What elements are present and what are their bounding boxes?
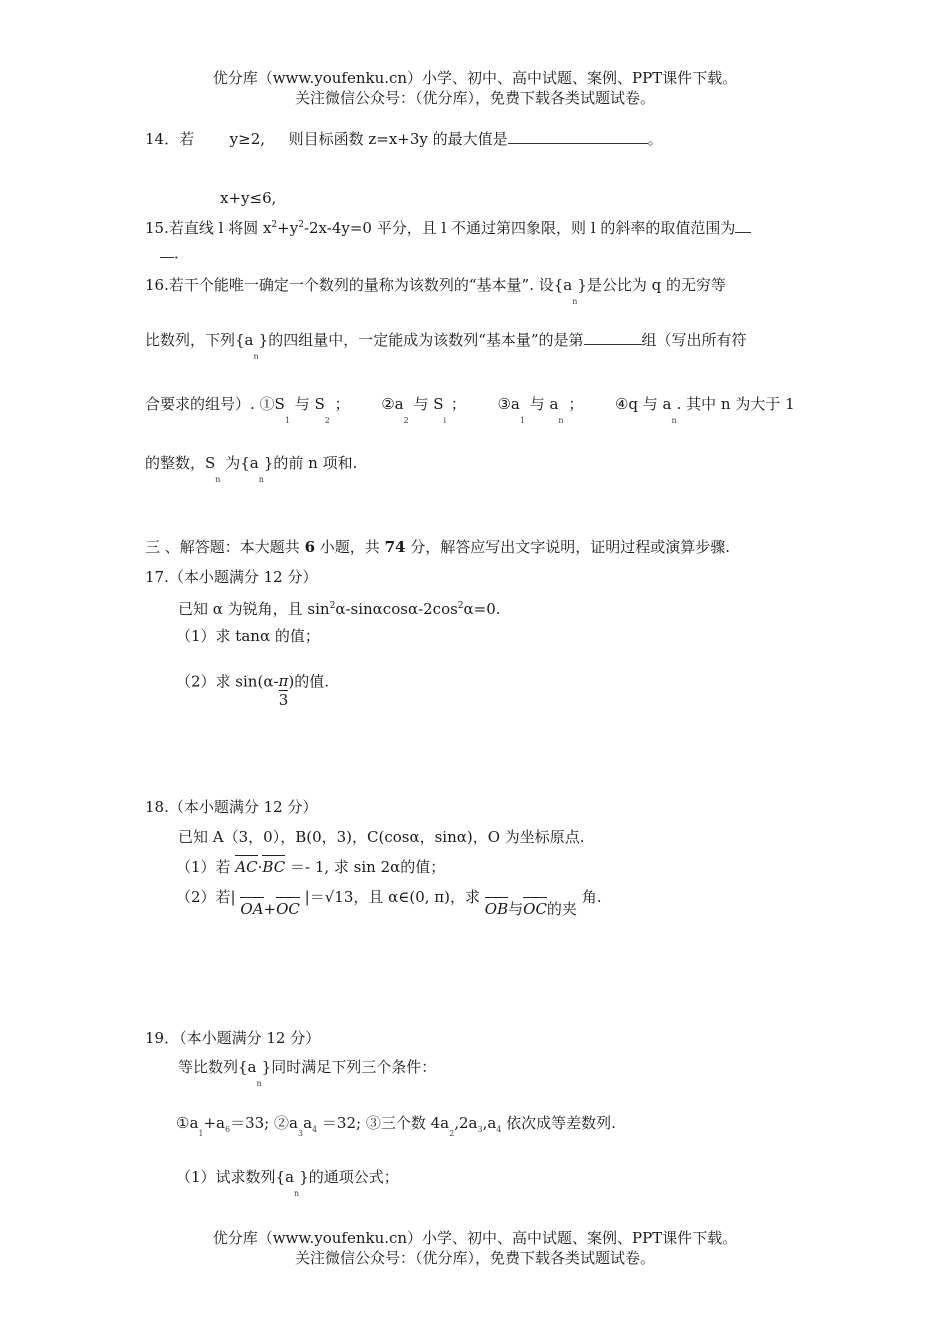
q16-line3-b: 与 S [294, 395, 325, 413]
q16-line3-f: ； [450, 395, 466, 413]
q18-part1-a: （1）若 [176, 858, 231, 876]
q18-part-1 [176, 856, 445, 878]
page-footer-line2: 关注微信公众号：（优分库），免费下载各类试题试卷。 [294, 1249, 655, 1267]
q19-part-1 [176, 1166, 399, 1198]
q16-line3-c: ； [334, 395, 350, 413]
q19-c3-c: ,a [482, 1114, 497, 1132]
q14-answer-blank [508, 128, 648, 144]
section3-title-c: 分，解答应写出文字说明，证明过程或演算步骤. [410, 538, 731, 556]
q16-line3-e: 与 S [413, 395, 444, 413]
q16-line-1 [145, 274, 727, 306]
q19-sub: 3 [297, 1129, 304, 1138]
q16-answer-blank [584, 329, 642, 345]
q15-text-a: 15.若直线 l 将圆 x [145, 219, 272, 237]
q14-condition-2: x+y≤6, [220, 189, 277, 207]
q15-text-b: +y [277, 219, 299, 237]
q17-fraction [279, 672, 289, 709]
q19-sub: 2 [449, 1129, 455, 1138]
q19-sub: 1 [198, 1129, 204, 1138]
q16-line3-j: ④q 与 a [614, 395, 672, 413]
q19-heading: 19．（本小题满分 12 分） [145, 1029, 321, 1047]
q16-line3-a: 合要求的组号）. ①S [145, 395, 285, 413]
q16-line1-b: }是公比为 q 的无穷等 [577, 276, 727, 294]
q15-tail: ． [174, 244, 190, 262]
section3-title-b: 小题，共 [319, 538, 380, 556]
q15-text-c: -2x-4y=0 平分，且 l 不通过第四象限，则 l 的斜率的取值范围为 [303, 219, 736, 237]
q14-condition-1: y≥2, [229, 130, 266, 148]
q17-part-1: （1）求 tanα 的值； [176, 627, 320, 645]
q15-continuation [160, 242, 189, 264]
q16-sub: n [558, 416, 564, 425]
q19-conditions [176, 1112, 616, 1137]
q19-sub: n [294, 1189, 300, 1198]
q19-sub: 4 [312, 1125, 318, 1134]
question-14 [145, 128, 663, 150]
vector-oc-2: OC [523, 900, 547, 918]
q16-line3-g: ③a [497, 395, 520, 413]
q19-given-b: }同时满足下列三个条件： [261, 1058, 437, 1076]
q19-c1-a: ①a [176, 1114, 199, 1132]
q18-part-2 [176, 886, 602, 918]
q17-given-a: 已知 α 为锐角，且 sin [178, 600, 330, 618]
q16-line-4 [145, 452, 358, 484]
q19-sub: 4 [496, 1125, 502, 1134]
q19-c1-c: ＝33; [230, 1114, 270, 1132]
q16-line3-i: ； [568, 395, 584, 413]
q16-sub: n [671, 416, 677, 425]
q19-c2-a: ②a [274, 1114, 298, 1132]
q19-c3-b: ,2a [454, 1114, 478, 1132]
q19-c2-c: ＝32; [321, 1114, 362, 1132]
vector-bc: BC [262, 858, 286, 876]
q16-line2-b: }的四组量中，一定能成为该数列“基本量”的是第 [258, 331, 584, 349]
vector-oa: OA [240, 900, 264, 918]
q16-sub: 1 [284, 416, 290, 425]
q16-line3-h: 与 a [529, 395, 559, 413]
q18-part2-a: （2）若| [176, 888, 236, 906]
q17-part2-a: （2）求 sin(α- [176, 672, 279, 691]
q19-part1-b: }的通项公式； [299, 1168, 399, 1186]
vector-ac: AC [235, 858, 258, 876]
q16-sub: n [215, 475, 221, 484]
q16-sub: n [258, 475, 264, 484]
q17-frac-num: π [278, 672, 289, 690]
q18-part2-c: 与 [508, 900, 524, 918]
section3-count: 6 [304, 538, 315, 556]
q17-part-2 [176, 664, 330, 709]
q15-answer-blank-2 [160, 242, 174, 258]
q15-sup-1: 2 [271, 220, 278, 230]
q18-part1-b: ＝- 1, 求 sin 2α的值； [289, 858, 446, 876]
dot-operator: · [257, 858, 263, 876]
q19-sub: 6 [225, 1125, 231, 1134]
q16-line4-b: 为{a [225, 454, 259, 472]
q19-given-a: 等比数列{a [178, 1058, 257, 1076]
q16-line2-c: 组（写出所有符 [641, 331, 747, 349]
plus-operator: + [263, 900, 277, 918]
q17-given [178, 595, 501, 620]
q16-sub: 1 [519, 416, 525, 425]
q16-line3-d: ②a [381, 395, 404, 413]
q16-sub-n-2: n [253, 352, 259, 361]
page-header-line1: 优分库（www.youfenku.cn）小学、初中、高中试题、案例、PPT课件下载。 [212, 69, 738, 87]
q16-sub: 2 [324, 416, 330, 425]
q17-given-c: α=0. [463, 600, 501, 618]
q16-line4-c: }的前 n 项和. [263, 454, 358, 472]
q16-line3-k: . 其中 n 为大于 1 [676, 395, 795, 413]
page-footer-line1: 优分库（www.youfenku.cn）小学、初中、高中试题、案例、PPT课件下载。 [212, 1229, 738, 1247]
q18-part2-b: |＝√13，且 α∈(0, π)，求 [304, 888, 481, 906]
q19-c3-d: 依次成等差数列. [506, 1114, 616, 1132]
q19-c1-b: +a [203, 1114, 225, 1132]
q19-given [178, 1056, 437, 1088]
q17-frac-den: 3 [278, 691, 289, 709]
q16-line-3 [145, 393, 795, 425]
q14-text: 则目标函数 z=x+3y 的最大值是 [288, 130, 508, 148]
q17-sup: 2 [329, 601, 336, 611]
q14-end: 。 [647, 130, 663, 148]
q18-part2-e: 角. [581, 888, 602, 906]
q18-given: 已知 A（3，0），B(0，3)，C(cosα，sinα)，O 为坐标原点. [178, 828, 585, 846]
q18-part2-d: 的夹 [546, 900, 577, 918]
question-15 [145, 214, 751, 239]
q14-number: 14．若 [145, 130, 195, 148]
q16-line-2 [145, 329, 747, 361]
q16-line2-a: 比数列，下列{a [145, 331, 254, 349]
section3-points: 74 [384, 538, 406, 556]
q17-sup: 2 [457, 601, 464, 611]
vector-oc: OC [276, 900, 300, 918]
q18-heading: 18.（本小题满分 12 分） [145, 798, 318, 816]
q16-sub: 2 [403, 416, 409, 425]
section-3-title [145, 536, 730, 558]
q17-part2-b: )的值. [288, 672, 330, 691]
q19-sub: 3 [477, 1125, 483, 1134]
q17-given-b: α-sinαcosα-2cos [335, 600, 458, 618]
q15-answer-blank [735, 217, 751, 233]
vector-ob: OB [484, 900, 509, 918]
q16-line1-a: 16.若干个能唯一确定一个数列的量称为该数列的“基本量”. 设{a [145, 276, 573, 294]
q16-sub: i [443, 416, 447, 425]
q17-heading: 17.（本小题满分 12 分） [145, 568, 318, 586]
q19-c3-a: ③三个数 4a [365, 1114, 450, 1132]
q19-sub: n [256, 1079, 262, 1088]
q16-sub-n: n [572, 297, 578, 306]
q16-line4-a: 的整数，S [145, 454, 216, 472]
q19-part1-a: （1）试求数列{a [176, 1168, 295, 1186]
page-header-line2: 关注微信公众号：（优分库），免费下载各类试题试卷。 [294, 89, 655, 107]
q15-sup-2: 2 [298, 220, 304, 230]
section3-title-a: 三 、解答题：本大题共 [145, 538, 300, 556]
q19-c2-b: a [303, 1114, 313, 1132]
